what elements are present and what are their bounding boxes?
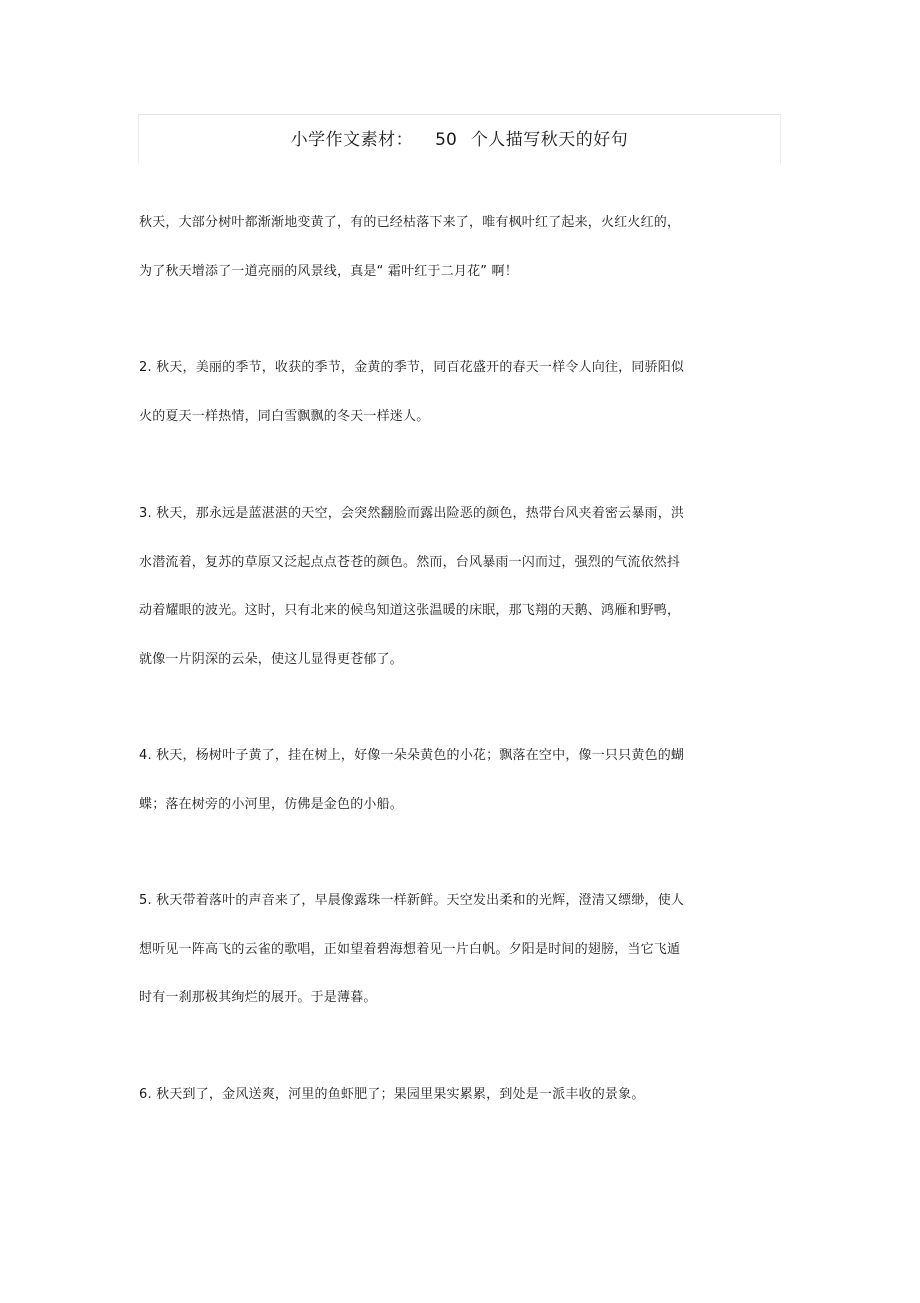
- document-title: [139, 129, 780, 151]
- paragraph-line: 就像一片阴深的云朵，使这儿显得更苍郁了。: [139, 652, 404, 667]
- paragraph-line: 蝶；落在树旁的小河里，仿佛是金色的小船。: [139, 797, 404, 812]
- title-part-3: 个人描写秋天的好句: [470, 130, 629, 150]
- paragraph-line: 2. 秋天，美丽的季节，收获的季节，金黄的季节，同百花盛开的春天一样令人向往，同骄阳似: [139, 360, 685, 375]
- paragraph-line: 时有一刹那极其绚烂的展开。于是薄暮。: [139, 990, 377, 1005]
- paragraph-line: 5. 秋天带着落叶的声音来了，早晨像露珠一样新鲜。天空发出柔和的光辉，澄清又缥缈，使人: [139, 893, 685, 908]
- paragraph-line: 3. 秋天，那永远是蓝湛湛的天空，会突然翻脸而露出险恶的颜色，热带台风夹着密云暴雨，洪: [139, 506, 685, 521]
- title-part-2: 50: [435, 130, 457, 150]
- paragraph-line: 动着耀眼的波光。这时，只有北来的候鸟知道这张温暖的床眠，那飞翔的天鹅、鸿雁和野鸭，: [139, 603, 681, 618]
- paragraph-line: 想听见一阵高飞的云雀的歌唱，正如望着碧海想着见一片白帆。夕阳是时间的翅膀，当它飞遁: [139, 942, 681, 957]
- paragraph-line: 为了秋天增添了一道亮丽的风景线，真是“ 霜叶红于二月花” 啊！: [139, 264, 518, 279]
- paragraph-line: 火的夏天一样热情，同白雪飘飘的冬天一样迷人。: [139, 409, 430, 424]
- paragraph-line: 6. 秋天到了，金风送爽，河里的鱼虾肥了；果园里果实累累，到处是一派丰收的景象。: [139, 1087, 645, 1102]
- paragraph-line: 水潜流着，复苏的草原又泛起点点苍苍的颜色。然而，台风暴雨一闪而过，强烈的气流依然抖: [139, 555, 681, 570]
- paragraph-line: 秋天，大部分树叶都渐渐地变黄了，有的已经枯落下来了，唯有枫叶红了起来，火红火红的，: [139, 215, 681, 230]
- title-box: [138, 114, 781, 164]
- title-part-1: 小学作文素材：: [290, 130, 414, 150]
- paragraph-line: 4. 秋天，杨树叶子黄了，挂在树上，好像一朵朵黄色的小花；飘落在空中，像一只只黄色的蝴: [139, 748, 685, 763]
